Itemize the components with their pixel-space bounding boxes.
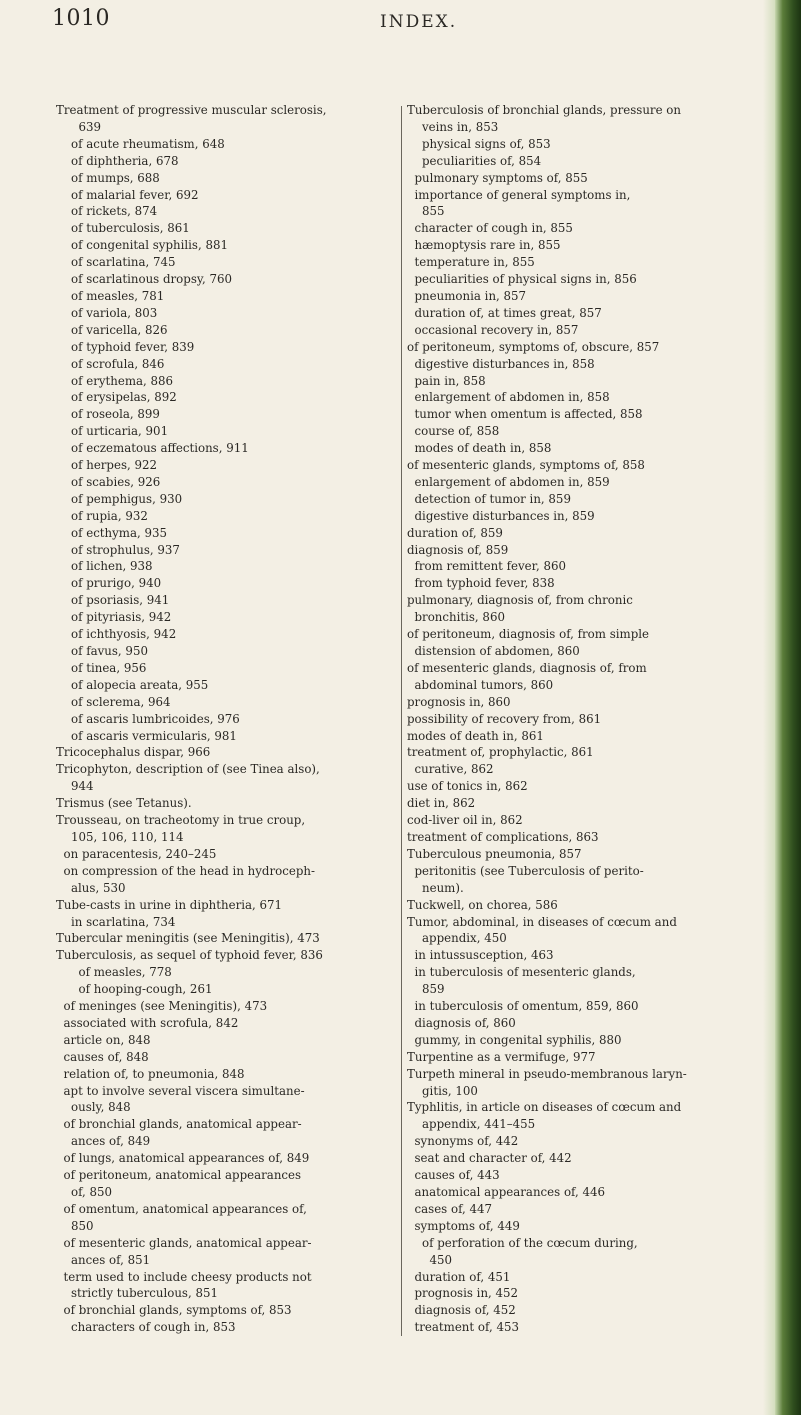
index-entry: of hooping-cough, 261 xyxy=(56,982,213,997)
index-entry: in intussusception, 463 xyxy=(407,948,554,963)
index-entry: enlargement of abdomen in, 859 xyxy=(407,474,610,489)
index-entry: of herpes, 922 xyxy=(56,458,158,473)
index-entry: of strophulus, 937 xyxy=(56,542,180,557)
index-entry: temperature in, 855 xyxy=(407,255,535,270)
index-entry: of perforation of the cœcum during, xyxy=(407,1235,638,1250)
index-entry: character of cough in, 855 xyxy=(407,221,573,236)
index-entry: 105, 106, 110, 114 xyxy=(56,829,184,844)
index-entry: Typhlitis, in article on diseases of cœcum and xyxy=(407,1100,682,1115)
index-entry: pulmonary, diagnosis of, from chronic xyxy=(407,593,633,608)
index-entry: of urticaria, 901 xyxy=(56,424,169,439)
index-entry: of eczematous affections, 911 xyxy=(56,441,249,456)
index-entry: Tuberculosis of bronchial glands, pressure on xyxy=(407,103,682,117)
index-entry: prognosis in, 860 xyxy=(407,694,511,709)
index-entry: modes of death in, 861 xyxy=(407,728,544,743)
index-entry: of peritoneum, anatomical appearances xyxy=(56,1168,302,1183)
index-entry: of scabies, 926 xyxy=(56,474,161,489)
index-entry: of variola, 803 xyxy=(56,305,158,320)
index-entry: Trismus (see Tetanus). xyxy=(56,796,192,811)
index-entry: of tuberculosis, 861 xyxy=(56,221,190,236)
index-entry: of prurigo, 940 xyxy=(56,576,162,591)
index-entry: article on, 848 xyxy=(56,1032,151,1047)
index-entry: of erysipelas, 892 xyxy=(56,390,177,405)
index-entry: diagnosis of, 859 xyxy=(407,542,509,557)
index-entry: of rickets, 874 xyxy=(56,204,158,219)
index-entry: of acute rheumatism, 648 xyxy=(56,136,225,151)
index-entry: ances of, 849 xyxy=(56,1134,151,1149)
index-entry: in tuberculosis of mesenteric glands, xyxy=(407,965,636,980)
index-entry: modes of death in, 858 xyxy=(407,441,552,456)
index-entry: tumor when omentum is affected, 858 xyxy=(407,407,643,422)
index-entry: of erythema, 886 xyxy=(56,373,174,388)
index-entry: of lungs, anatomical appearances of, 849 xyxy=(56,1151,310,1166)
index-entry: 639 xyxy=(56,119,102,134)
index-entry: pain in, 858 xyxy=(407,373,486,388)
index-entry: causes of, 443 xyxy=(407,1168,500,1183)
index-entry: pulmonary symptoms of, 855 xyxy=(407,170,588,185)
index-entry: peculiarities of physical signs in, 856 xyxy=(407,272,637,287)
index-entry: on paracentesis, 240–245 xyxy=(56,846,217,861)
index-entry: appendix, 441–455 xyxy=(407,1117,536,1132)
index-column-right xyxy=(407,102,757,1336)
index-entry: from typhoid fever, 838 xyxy=(407,576,555,591)
index-entry: Tuckwell, on chorea, 586 xyxy=(407,897,558,912)
index-entry: bronchitis, 860 xyxy=(407,610,505,625)
index-entry: use of tonics in, 862 xyxy=(407,779,528,794)
index-entry: of diphtheria, 678 xyxy=(56,153,179,168)
index-entry: of measles, 781 xyxy=(56,288,165,303)
index-entry: ances of, 851 xyxy=(56,1252,151,1267)
index-entry: enlargement of abdomen in, 858 xyxy=(407,390,610,405)
index-entry: from remittent fever, 860 xyxy=(407,559,567,574)
index-entry: characters of cough in, 853 xyxy=(56,1320,236,1335)
index-entry: cases of, 447 xyxy=(407,1201,493,1216)
page-edge-shadow xyxy=(763,0,775,1415)
index-entry: of measles, 778 xyxy=(56,965,172,980)
index-entry: peritonitis (see Tuberculosis of perito- xyxy=(407,863,644,878)
index-entry: 450 xyxy=(407,1252,453,1267)
index-entry: associated with scrofula, 842 xyxy=(56,1015,239,1030)
index-entry: detection of tumor in, 859 xyxy=(407,491,571,506)
index-entry: distension of abdomen, 860 xyxy=(407,644,580,658)
index-entry: of psoriasis, 941 xyxy=(56,593,170,608)
index-entry: of mumps, 688 xyxy=(56,170,160,185)
index-entry: of ascaris lumbricoides, 976 xyxy=(56,711,240,726)
index-entry: 850 xyxy=(56,1218,94,1233)
index-entry: strictly tuberculous, 851 xyxy=(56,1286,218,1301)
index-entry: of mesenteric glands, symptoms of, 858 xyxy=(407,458,645,473)
index-entry: of mesenteric glands, diagnosis of, from xyxy=(407,660,647,675)
index-entry: appendix, 450 xyxy=(407,931,507,946)
index-entry: diet in, 862 xyxy=(407,796,476,811)
index-entry: 944 xyxy=(56,779,94,794)
index-entry: 855 xyxy=(407,204,445,219)
index-entry: digestive disturbances in, 858 xyxy=(407,356,595,371)
index-entry: in scarlatina, 734 xyxy=(56,914,176,929)
page-number: 1010 xyxy=(52,6,110,31)
index-entry: of malarial fever, 692 xyxy=(56,187,199,202)
index-entry: Tumor, abdominal, in diseases of cœcum and xyxy=(407,914,677,929)
index-entry: diagnosis of, 860 xyxy=(407,1015,516,1030)
index-entry: of peritoneum, diagnosis of, from simple xyxy=(407,627,650,642)
index-entry: of bronchial glands, symptoms of, 853 xyxy=(56,1303,292,1318)
index-entry: ously, 848 xyxy=(56,1100,131,1115)
index-entry: diagnosis of, 452 xyxy=(407,1303,516,1318)
index-entry: gitis, 100 xyxy=(407,1083,478,1098)
index-entry: of ichthyosis, 942 xyxy=(56,627,177,642)
index-entry: cod-liver oil in, 862 xyxy=(407,813,523,828)
index-column-left xyxy=(56,102,396,1336)
index-entry: of scarlatinous dropsy, 760 xyxy=(56,272,232,287)
index-entry: Tube-casts in urine in diphtheria, 671 xyxy=(56,897,283,912)
index-entry: term used to include cheesy products not xyxy=(56,1269,312,1284)
index-entry: pneumonia in, 857 xyxy=(407,288,527,303)
index-entry: of mesenteric glands, anatomical appear- xyxy=(56,1235,312,1250)
index-entry: Tuberculous pneumonia, 857 xyxy=(407,846,582,861)
index-entry: of pemphigus, 930 xyxy=(56,491,183,506)
index-entry: occasional recovery in, 857 xyxy=(407,322,579,337)
index-entry: hæmoptysis rare in, 855 xyxy=(407,238,561,253)
index-entry: treatment of, 453 xyxy=(407,1320,519,1335)
index-entry: of meninges (see Meningitis), 473 xyxy=(56,999,268,1014)
index-entry: Tricocephalus dispar, 966 xyxy=(56,745,211,760)
index-entry: treatment of, prophylactic, 861 xyxy=(407,745,594,760)
index-entry: of favus, 950 xyxy=(56,644,148,658)
index-entry: curative, 862 xyxy=(407,762,494,777)
index-entry: of roseola, 899 xyxy=(56,407,160,422)
index-entry: on compression of the head in hydroceph- xyxy=(56,863,315,878)
index-entry: duration of, at times great, 857 xyxy=(407,305,602,320)
index-entry: of congenital syphilis, 881 xyxy=(56,238,228,253)
column-divider xyxy=(401,106,402,1336)
index-entry: duration of, 451 xyxy=(407,1269,511,1284)
index-entry: of tinea, 956 xyxy=(56,660,147,675)
index-entry: anatomical appearances of, 446 xyxy=(407,1185,606,1199)
index-entry: of ecthyma, 935 xyxy=(56,525,168,540)
index-entry: apt to involve several viscera simultane- xyxy=(56,1083,305,1098)
index-entry: seat and character of, 442 xyxy=(407,1151,572,1166)
index-entry: of ascaris vermicularis, 981 xyxy=(56,728,237,743)
index-entry: of omentum, anatomical appearances of, xyxy=(56,1201,307,1216)
index-entry: in tuberculosis of omentum, 859, 860 xyxy=(407,999,639,1014)
index-entry: of scrofula, 846 xyxy=(56,356,165,371)
index-entry: of pityriasis, 942 xyxy=(56,610,172,625)
index-entry: of lichen, 938 xyxy=(56,559,153,574)
index-entry: veins in, 853 xyxy=(407,119,499,134)
index-entry: Tuberculosis, as sequel of typhoid fever, 836 xyxy=(56,948,323,963)
book-edge xyxy=(775,0,801,1415)
index-entry: digestive disturbances in, 859 xyxy=(407,508,595,523)
index-entry: gummy, in congenital syphilis, 880 xyxy=(407,1032,622,1047)
index-entry: of sclerema, 964 xyxy=(56,694,171,709)
index-entry: abdominal tumors, 860 xyxy=(407,677,554,692)
index-entry: Turpeth mineral in pseudo-membranous laryn- xyxy=(407,1066,687,1081)
index-entry: Trousseau, on tracheotomy in true croup, xyxy=(56,813,306,828)
index-entry: 859 xyxy=(407,982,445,997)
index-entry: of varicella, 826 xyxy=(56,322,168,337)
index-entry: duration of, 859 xyxy=(407,525,503,540)
index-entry: symptoms of, 449 xyxy=(407,1218,520,1233)
index-entry: neum). xyxy=(407,880,464,895)
index-entry: relation of, to pneumonia, 848 xyxy=(56,1066,245,1081)
index-entry: of typhoid fever, 839 xyxy=(56,339,195,354)
page-header: INDEX. xyxy=(380,12,458,32)
index-entry: possibility of recovery from, 861 xyxy=(407,711,602,726)
index-entry: course of, 858 xyxy=(407,424,500,439)
index-entry: of alopecia areata, 955 xyxy=(56,677,209,692)
index-entry: of bronchial glands, anatomical appear- xyxy=(56,1117,302,1132)
index-entry: Turpentine as a vermifuge, 977 xyxy=(407,1049,596,1064)
index-entry: importance of general symptoms in, xyxy=(407,187,631,202)
index-entry: of rupia, 932 xyxy=(56,508,148,523)
index-entry: alus, 530 xyxy=(56,880,126,895)
index-entry: of scarlatina, 745 xyxy=(56,255,176,270)
index-entry: of peritoneum, symptoms of, obscure, 857 xyxy=(407,339,660,354)
index-entry: peculiarities of, 854 xyxy=(407,153,542,168)
index-entry: prognosis in, 452 xyxy=(407,1286,519,1301)
index-entry: treatment of complications, 863 xyxy=(407,829,599,844)
index-entry: Treatment of progressive muscular sclerosis, xyxy=(56,103,327,117)
index-entry: Tricophyton, description of (see Tinea also), xyxy=(56,762,320,777)
index-entry: synonyms of, 442 xyxy=(407,1134,519,1149)
index-entry: causes of, 848 xyxy=(56,1049,149,1064)
index-entry: physical signs of, 853 xyxy=(407,136,551,151)
index-entry: of, 850 xyxy=(56,1185,113,1199)
index-entry: Tubercular meningitis (see Meningitis), 473 xyxy=(56,931,320,946)
